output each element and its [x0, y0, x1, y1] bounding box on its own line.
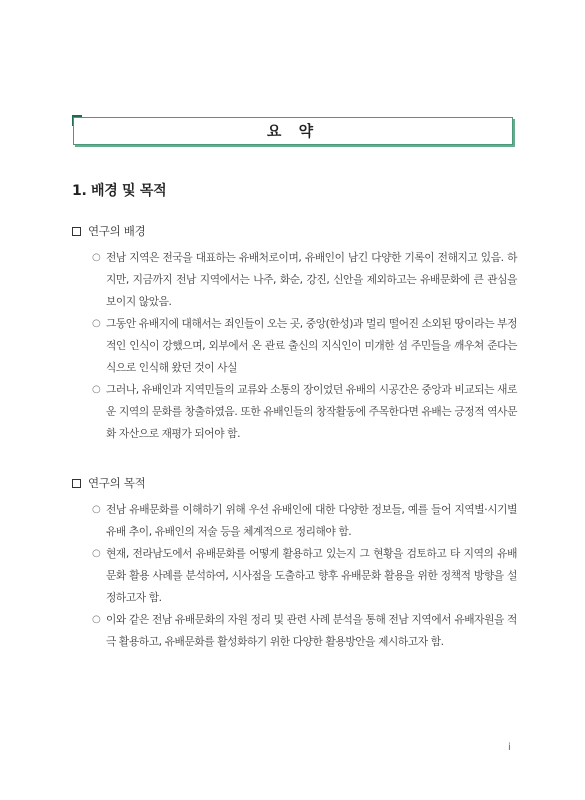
summary-title-box — [73, 117, 513, 145]
list-item — [92, 543, 517, 609]
hollow-circle-bullet-icon: ○ — [92, 384, 101, 395]
list-item — [92, 313, 517, 379]
subsection-title: 연구의 배경 — [88, 224, 146, 238]
purpose-bullet-list — [92, 499, 517, 653]
list-item-text: 전남 지역은 전국을 대표하는 유배처로이며, 유배인이 남긴 다양한 기록이 전해지고 있음. 하지만, 지금까지 전남 지역에서는 나주, 화순, 강진, 신안을 제외하고는 유배문화에 큰 관심을 보이지 않았음. — [106, 251, 517, 308]
subsection-title: 연구의 목적 — [88, 476, 146, 490]
list-item — [92, 247, 517, 313]
list-item — [92, 499, 517, 543]
hollow-circle-bullet-icon: ○ — [92, 252, 101, 263]
hollow-circle-bullet-icon: ○ — [92, 504, 101, 515]
list-item-text: 그러나, 유배인과 지역민들의 교류와 소통의 장이었던 유배의 시공간은 중앙과 비교되는 새로운 지역의 문화를 창출하였음. 또한 유배인들의 창작활동에 주목한다면 유배는 긍정적 역사문화 자산으로 재평가 되어야 함. — [106, 383, 517, 440]
list-item-text: 그동안 유배지에 대해서는 죄인들이 오는 곳, 중앙(한성)과 멀리 떨어진 소외된 땅이라는 부정적인 인식이 강했으며, 외부에서 온 관료 출신의 지식인이 미개한 섬 주민들을 깨우쳐 준다는 식으로 인식해 왔던 것이 사실 — [106, 317, 517, 374]
list-item-text: 현재, 전라남도에서 유배문화를 어떻게 활용하고 있는지 그 현황을 검토하고 타 지역의 유배문화 활용 사례를 분석하여, 시사점을 도출하고 향후 유배문화 활용을 위한 정책적 방향을 설정하고자 함. — [106, 547, 517, 604]
list-item — [92, 379, 517, 445]
list-item-text: 전남 유배문화를 이해하기 위해 우선 유배인에 대한 다양한 정보들, 예를 들어 지역별·시기별 유배 추이, 유배인의 저술 등을 체계적으로 정리해야 함. — [106, 503, 517, 538]
hollow-circle-bullet-icon: ○ — [92, 614, 101, 625]
subsection-heading-background — [72, 223, 145, 239]
section-heading: 1. 배경 및 목적 — [72, 183, 167, 199]
background-bullet-list — [92, 247, 517, 445]
hollow-circle-bullet-icon: ○ — [92, 318, 101, 329]
list-item — [92, 609, 517, 653]
hollow-circle-bullet-icon: ○ — [92, 548, 101, 559]
list-item-text: 이와 같은 전남 유배문화의 자원 정리 및 관련 사례 분석을 통해 전남 지역에서 유배자원을 적극 활용하고, 유배문화를 활성화하기 위한 다양한 활용방안을 제시하고자 함. — [106, 613, 517, 648]
checkbox-square-icon — [72, 479, 81, 488]
page-number: i — [508, 742, 511, 753]
checkbox-square-icon — [72, 227, 81, 236]
subsection-heading-purpose — [72, 475, 145, 491]
summary-title: 요 약 — [266, 122, 320, 140]
